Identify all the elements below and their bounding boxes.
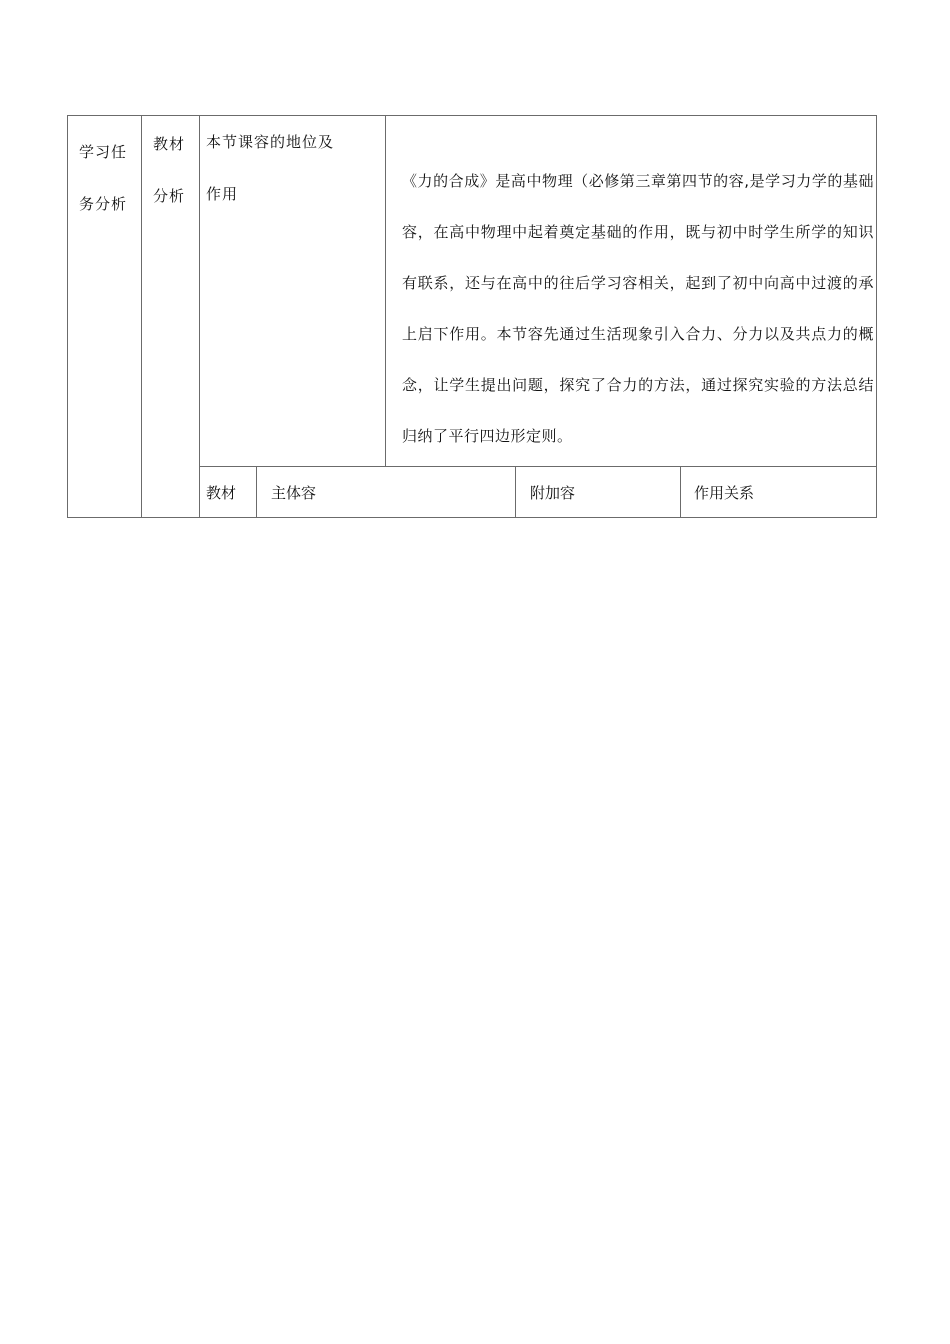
position-description: 《力的合成》是高中物理（必修第三章第四节的容,是学习力学的基础容，在高中物理中起着奠定基础的作用，既与初中时学生所学的知识有联系，还与在高中的往后学习容相关，起到了初中向高中过渡的承上启下作用。本节容先通过生活现象引入合力、分力以及共点力的概念，让学生提出问题，探究了合力的方法，通过探究实验的方法总结归纳了平行四边形定则。 (402, 172, 874, 445)
position-heading-cell (199, 115, 386, 467)
position-heading: 本节课容的地位及 作用 (206, 133, 335, 203)
position-description-cell (385, 115, 877, 467)
main-content-header: 主体容 (271, 484, 317, 502)
material-analysis-label: 教材 分析 (153, 135, 186, 205)
row2-label: 教材 (206, 484, 237, 502)
task-analysis-cell (67, 115, 142, 518)
relation-cell (680, 466, 877, 518)
task-analysis-label: 学习任 务分析 (79, 143, 128, 213)
row2-label-cell (199, 466, 257, 518)
material-analysis-cell (141, 115, 200, 518)
main-content-cell (256, 466, 516, 518)
relation-header: 作用关系 (694, 484, 755, 502)
additional-content-cell (515, 466, 681, 518)
additional-content-header: 附加容 (530, 484, 576, 502)
